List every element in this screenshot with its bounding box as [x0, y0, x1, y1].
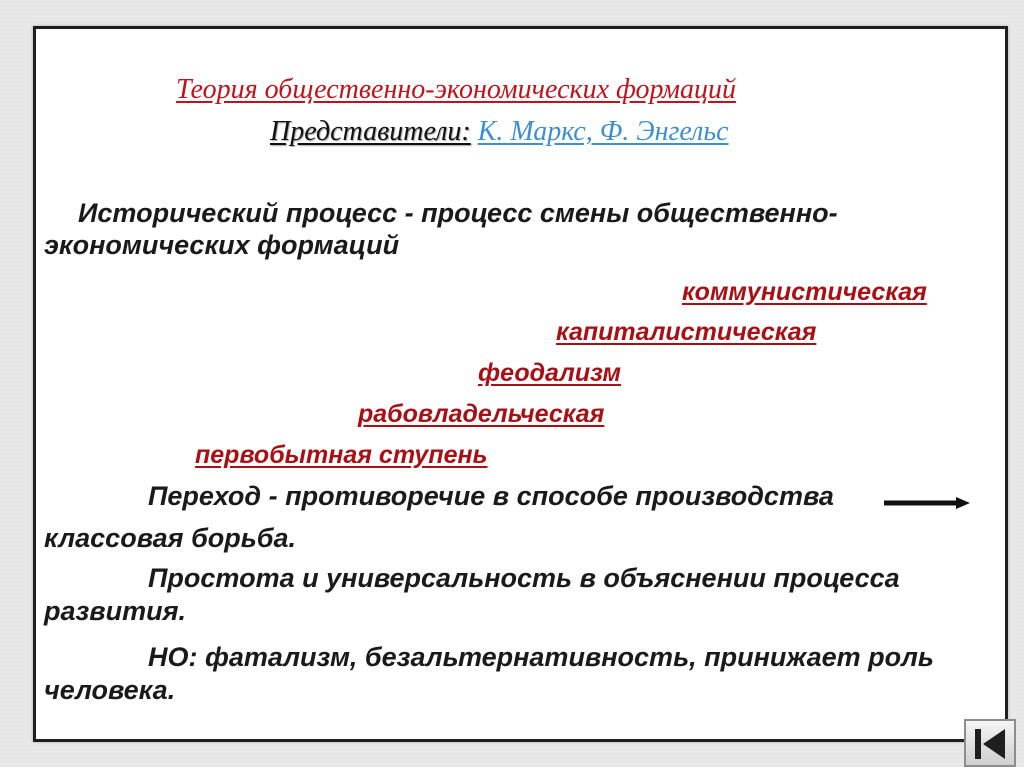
stage-communist: коммунистическая — [682, 278, 927, 306]
representatives-names-link[interactable]: К. Маркс, Ф. Энгельс — [477, 116, 729, 147]
representatives-row — [270, 116, 729, 148]
stage-capitalist: капиталистическая — [556, 318, 817, 346]
transition-line-1: Переход - противоречие в способе производства — [148, 481, 834, 511]
simplicity-line-1: Простота и универсальность в объяснении процесса — [148, 563, 900, 593]
simplicity-line-2: развития. — [44, 596, 186, 626]
stage-slave-owning: рабовладельческая — [358, 400, 605, 428]
transition-line-2: классовая борьба. — [44, 523, 297, 553]
first-slide-button[interactable] — [964, 719, 1016, 767]
but-line-2: человека. — [44, 675, 176, 705]
representatives-label: Представители: — [270, 116, 471, 147]
intro-line-1: Исторический процесс - процесс смены общественно- — [78, 198, 838, 228]
but-line-1: НО: фатализм, безальтернативность, принижает роль — [148, 642, 934, 672]
stage-feudalism: феодализм — [478, 359, 622, 387]
stage-primitive: первобытная ступень — [195, 441, 488, 469]
first-slide-icon — [972, 726, 1008, 762]
arrow-right-icon — [882, 495, 972, 511]
intro-line-2: экономических формаций — [44, 230, 400, 260]
slide-title: Теория общественно-экономических формаций — [176, 74, 736, 105]
